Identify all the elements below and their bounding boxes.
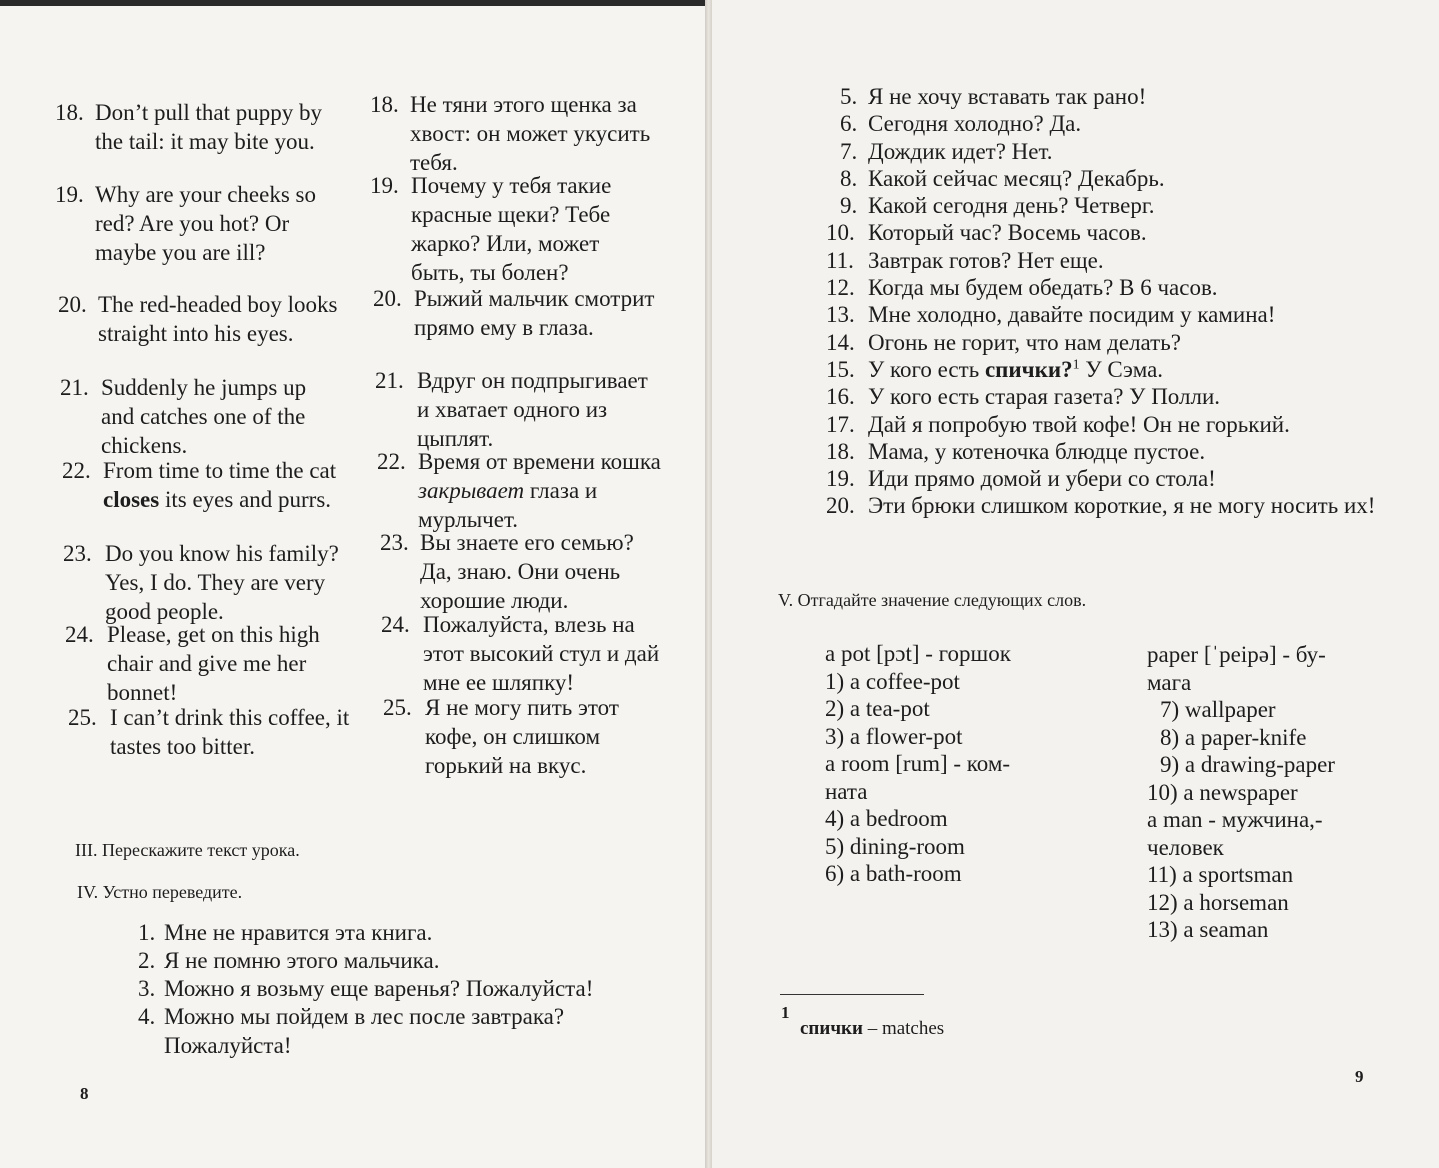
words-column-left (825, 640, 1011, 888)
word-line: 13) a seaman (1147, 917, 1269, 942)
word-line: 5) dining-room (825, 833, 965, 859)
translate-item-13: 13. Мне холодно, давайте посидим у камина! (826, 302, 1276, 328)
english-item-18: 18. Don’t pull that puppy by the tail: it may bite you. (55, 100, 323, 154)
word-line: ната (825, 778, 868, 804)
translate-item-16: 16. У кого есть старая газета? У Полли. (826, 384, 1221, 410)
footnote-number: 1 (781, 1003, 790, 1022)
english-item-20: 20. The red-headed boy looks straight into his eyes. (58, 292, 338, 346)
bold-word-closes: closes (103, 487, 160, 512)
footnote-text (800, 1018, 944, 1040)
russian-item-24: 24. Пожалуйста, влезь на этот высокий стул и дай мне ее шляпку! (381, 612, 660, 695)
word-line: 11) a sportsman (1147, 862, 1294, 887)
word-line: 1) a coffee-pot (825, 668, 960, 694)
footnote-word: спички (800, 1018, 863, 1039)
translate-item-9: 9. Какой сегодня день? Четверг. (840, 193, 1155, 219)
words-column-right (1147, 641, 1335, 944)
english-item-19: 19. Why are your cheeks so red? Are you hot? Or maybe you are ill? (55, 182, 316, 265)
translate-item-10: 10. Который час? Восемь часов. (826, 220, 1147, 246)
translate-item-2: 2. Я не помню этого мальчика. (138, 948, 440, 973)
word-line: 7) wallpaper (1160, 697, 1276, 722)
word-line: 2) a tea-pot (825, 696, 930, 721)
translate-item-20: 20. Эти брюки слишком короткие, я не могу носить их! (826, 493, 1376, 519)
page-number-right: 9 (1355, 1067, 1364, 1086)
english-item-21: 21. Suddenly he jumps up and catches one of the chickens. (60, 375, 307, 458)
word-line: paper [ˈpeipə] - бу- (1147, 642, 1326, 667)
section-5-heading: V. Отгадайте значение следующих слов. (778, 590, 1087, 610)
italic-word-zakryvaet: закрывает (418, 478, 525, 503)
book-gutter (705, 0, 712, 1168)
word-line: a room [rum] - ком- (825, 751, 1011, 776)
russian-item-20: 20. Рыжий мальчик смотрит прямо ему в глаза. (373, 286, 655, 340)
russian-item-22: 22. Время от времени кошка закрывает глаза и мурлычет. (377, 449, 661, 532)
translate-item-8: 8. Какой сейчас месяц? Декабрь. (840, 165, 1165, 191)
english-item-24: 24. Please, get on this high chair and give me her bonnet! (65, 622, 320, 705)
left-page (0, 0, 705, 1168)
word-line: 8) a paper-knife (1160, 724, 1307, 750)
translate-item-3: 3. Можно я возьму еще варенья? Пожалуйста! (138, 976, 594, 1001)
section-4-heading: IV. Устно переведите. (77, 882, 243, 902)
translate-item-14: 14. Огонь не горит, что нам делать? (826, 329, 1181, 355)
translate-item-4: 4. Можно мы пойдем в лес после завтрака? Пожалуйста! (138, 1004, 565, 1058)
footnote-translation: – matches (862, 1018, 945, 1039)
english-item-25: 25. I can’t drink this coffee, it tastes too bitter. (68, 705, 350, 759)
right-translate-list (826, 82, 1386, 520)
translate-item-7: 7. Дождик идет? Нет. (840, 138, 1053, 164)
translate-item-19: 19. Иди прямо домой и убери со стола! (826, 466, 1216, 492)
footnote-divider (780, 994, 924, 995)
russian-item-25: 25. Я не могу пить этот кофе, он слишком горький на вкус. (383, 695, 619, 778)
section-3-heading: III. Перескажите текст урока. (75, 840, 300, 860)
translate-item-1: 1. Мне не нравится эта книга. (138, 920, 433, 945)
word-line: 3) a flower-pot (825, 723, 963, 749)
word-line: 4) a bedroom (825, 806, 948, 831)
translate-item-17: 17. Дай я попробую твой кофе! Он не горький. (826, 411, 1290, 437)
translate-item-18: 18. Мама, у котеночка блюдце пустое. (826, 438, 1206, 464)
footnote-ref: 1 (1072, 357, 1080, 373)
english-item-22: 22. From time to time the cat closes its eyes and purrs. (62, 458, 337, 512)
word-line: человек (1147, 834, 1224, 860)
english-item-23: 23. Do you know his family? Yes, I do. They are very good people. (63, 541, 339, 624)
word-line: a man - мужчина,- (1147, 807, 1323, 832)
word-line: 9) a drawing-paper (1160, 752, 1335, 777)
translate-item-5: 5. Я не хочу вставать так рано! (840, 84, 1147, 109)
word-line: мага (1147, 669, 1192, 695)
bold-word-spichki: спички? (984, 356, 1073, 382)
word-line: 6) a bath-room (825, 861, 962, 886)
word-line: 12) a horseman (1147, 889, 1289, 915)
word-line: a pot [pɔt] - горшок (825, 641, 1011, 666)
page-number-left: 8 (80, 1084, 89, 1103)
russian-item-21: 21. Вдруг он подпрыгивает и хватает одного из цыплят. (375, 368, 648, 451)
translate-item-12: 12. Когда мы будем обедать? В 6 часов. (826, 275, 1218, 301)
translate-item-11: 11. Завтрак готов? Нет еще. (826, 247, 1104, 273)
russian-item-23: 23. Вы знаете его семью? Да, знаю. Они очень хорошие люди. (380, 530, 634, 613)
translate-item-15: 15. У кого есть спички?$^1$ У Сэма. (826, 356, 1164, 382)
russian-item-19: 19. Почему у тебя такие красные щеки? Тебе жарко? Или, может быть, ты болен? (370, 173, 612, 285)
russian-item-18: 18. Не тяни этого щенка за хвост: он может укусить тебя. (370, 92, 651, 175)
word-line: 10) a newspaper (1147, 779, 1298, 805)
translate-item-6: 6. Сегодня холодно? Да. (840, 111, 1082, 137)
